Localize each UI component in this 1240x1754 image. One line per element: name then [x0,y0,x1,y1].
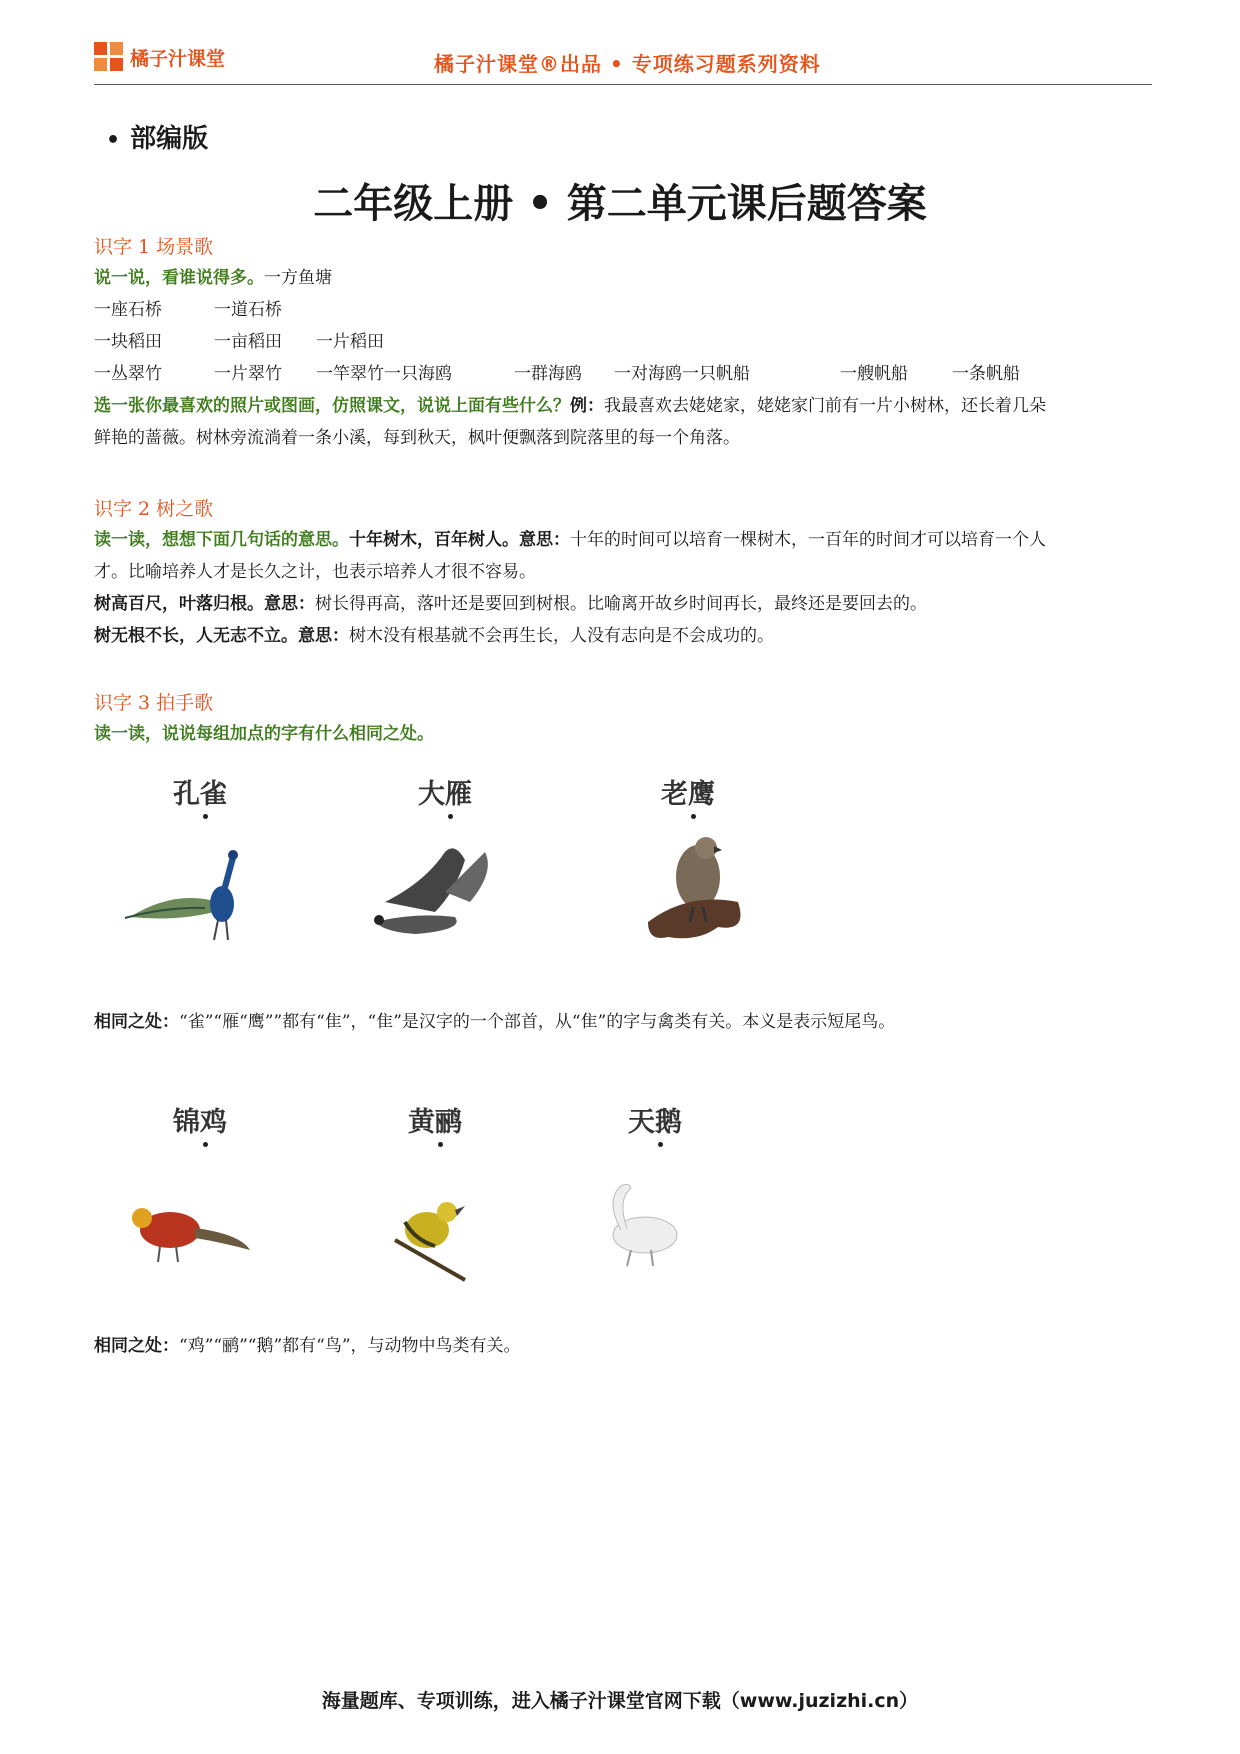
bird-label: 大雁 [418,779,472,810]
emphasis-dot [438,1142,443,1147]
s3-answer-2-text: “鸡”“鹂”“鹅”都有“鸟”，与动物中鸟类有关。 [179,1336,521,1356]
s1-r2-item: 一块稻田 [94,332,162,352]
s1-answer: 一方鱼塘 [264,268,332,288]
s1-r3-item: 一群海鸥 [514,364,582,384]
s1-question: 说一说，看谁说得多。 [94,268,264,288]
s1-q2-line [94,390,1154,422]
bird-card-swan [565,1100,745,1290]
s1-row-3 [94,358,1154,390]
s1-example-label: 例： [570,396,604,416]
peacock-icon [110,822,290,962]
page-title: 二年级上册 • 第二单元课后题答案 [313,181,927,227]
s1-r1-item: 一座石桥 [94,300,162,320]
meaning-label: 意思： [519,530,570,550]
emphasis-dot [658,1142,663,1147]
s2-meaning-3: 树木没有根基就不会再生长，人没有志向是不会成功的。 [349,626,774,646]
section-heading-2: 识字 2 树之歌 [94,498,214,520]
emphasis-dot [203,1142,208,1147]
s1-r3-item: 一丛翠竹 [94,364,162,384]
bird-label: 老鹰 [661,779,715,810]
s1-q2-answer-2: 鲜艳的蔷薇。树林旁流淌着一条小溪，每到秋天，枫叶便飘落到院落里的每一个角落。 [94,428,740,448]
bird-card-goose [355,772,535,962]
page-footer: 海量题库、专项训练，进入橘子汁课堂官网下载（www.juzizhi.cn） [321,1690,919,1712]
logo-text: 橘子汁课堂 [130,47,226,70]
bullet: • [106,128,121,153]
meaning-label: 意思： [298,626,349,646]
s1-q2-answer-1: 我最喜欢去姥姥家，姥姥家门前有一片小树林，还长着几朵 [604,396,1046,416]
brand-logo [94,42,225,72]
s2-line-4 [94,620,1154,652]
bird-label: 锦鸡 [173,1107,227,1138]
s1-r3-item: 一片翠竹 [214,364,282,384]
s2-meaning-1b: 才。比喻培养人才是长久之计，也表示培养人才很不容易。 [94,562,536,582]
logo-icon [94,42,124,72]
eagle-icon [598,822,778,962]
page-header [94,42,1152,85]
s1-question-line [94,262,1154,294]
meaning-label: 意思： [264,594,315,614]
s2-meaning-2: 树长得再高，落叶还是要回到树根。比喻离开故乡时间再长，最终还是要回去的。 [315,594,927,614]
s3-question-text: 读一读，说说每组加点的字有什么相同之处。 [94,724,434,744]
same-label: 相同之处： [94,1336,179,1356]
emphasis-dot [691,814,696,819]
s2-phrase-2: 树高百尺，叶落归根。 [94,594,264,614]
bird-card-oriole [345,1100,525,1290]
s1-r3-item: 一条帆船 [952,364,1020,384]
s3-answer-1-text: “雀”“雁“鹰””都有“隹”，“隹”是汉字的一个部首，从“隹”的字与禽类有关。本义是表示短尾鸟。 [179,1012,896,1032]
s3-answer-2 [94,1330,1154,1362]
oriole-icon [345,1150,525,1290]
section-heading-1: 识字 1 场景歌 [94,236,214,258]
golden-pheasant-icon [110,1150,290,1290]
bird-card-golden-pheasant [110,1100,290,1290]
edition-text: 部编版 [130,124,209,154]
s2-line-3 [94,588,1154,620]
s1-r2-item: 一亩稻田 [214,332,282,352]
s1-row-1 [94,294,1154,326]
bird-label: 孔雀 [173,779,227,810]
bird-card-eagle [598,772,778,962]
s2-line-1 [94,524,1154,556]
s2-meaning-1a: 十年的时间可以培育一棵树木，一百年的时间才可以培育一个人 [570,530,1046,550]
s2-phrase-3: 树无根不长，人无志不立。 [94,626,298,646]
s1-r2-item: 一片稻田 [316,332,384,352]
bird-card-peacock [110,772,290,962]
s1-q2: 选一张你最喜欢的照片或图画，仿照课文，说说上面有些什么？ [94,396,570,416]
s2-question: 读一读，想想下面几句话的意思。 [94,530,349,550]
s3-question [94,718,1154,750]
emphasis-dot [448,814,453,819]
bird-label: 黄鹂 [408,1107,462,1138]
s1-r1-item: 一道石桥 [214,300,282,320]
same-label: 相同之处： [94,1012,179,1032]
s1-r3-item: 一竿翠竹一只海鸥 [316,364,452,384]
swan-icon [565,1150,745,1290]
emphasis-dot [203,814,208,819]
header-title: 橘子汁课堂®出品 • 专项练习题系列资料 [434,52,821,76]
section-heading-3: 识字 3 拍手歌 [94,692,214,714]
bird-label: 天鹅 [628,1107,682,1138]
s3-answer-1 [94,1006,1154,1038]
s1-r3-item: 一艘帆船 [840,364,908,384]
s2-phrase-1: 十年树木，百年树人。 [349,530,519,550]
s1-row-2 [94,326,1154,358]
s1-r3-item: 一对海鸥一只帆船 [614,364,750,384]
edition-label [106,118,208,155]
wild-goose-icon [355,822,535,962]
